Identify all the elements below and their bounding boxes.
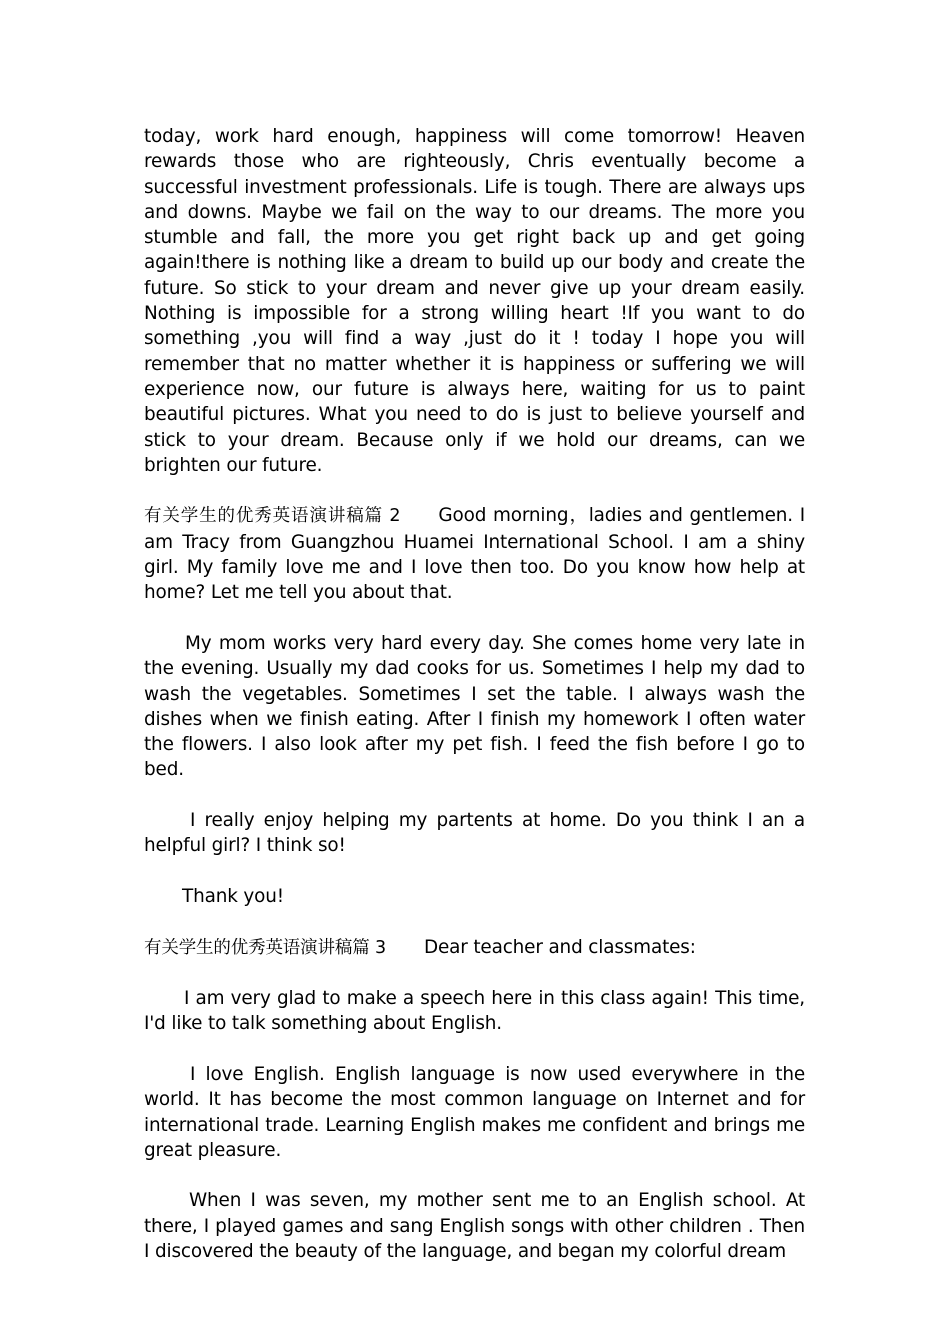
paragraph-9: When I was seven, my mother sent me to an English school. At there, I played games and sang English songs with other children . Then I discovered the beauty of the language, and began my colorful dream	[144, 1190, 805, 1263]
paragraph-2-text: Good morning，ladies and gentlemen. I am Tracy from Guangzhou Huamei International School. I am a shiny girl. My family love me and I love then too. Do you know how help at home? Let me tell you about that.	[144, 505, 805, 604]
section-heading-2: 有关学生的优秀英语演讲稿篇 2	[144, 506, 401, 527]
paragraph-8: I love English. English language is now used everywhere in the world. It has become the most common language on Internet and for international trade. Learning English makes me confident and brings me great pleasure.	[144, 1063, 805, 1161]
document-body	[144, 124, 805, 1290]
paragraph-4: I really enjoy helping my partents at home. Do you think I an a helpful girl? I think so!	[144, 810, 805, 857]
paragraph-5: Thank you!	[182, 885, 284, 907]
paragraph-6	[144, 935, 805, 961]
section-heading-3: 有关学生的优秀英语演讲稿篇 3	[144, 937, 386, 958]
paragraph-1: today, work hard enough, happiness will come tomorrow! Heaven rewards those who are righteously, Chris eventually become a successful investment professionals. Life is tough. There are always ups and downs. Maybe we fail on the way to our dreams. The more you stumble and fall, the more you get right back up and get going again!there is nothing like a dream to build up our body and create the future. So stick to your dream and never give up your dream easily. Nothing is impossible for a strong willing heart !If you want to do something ,you will find a way ,just do it ! today I hope you will remember that no matter whether it is happiness or suffering we will experience now, our future is always here, waiting for us to paint beautiful pictures. What you need to do is just to believe yourself and stick to your dream. Because only if we hold our dreams, can we brighten our future.	[144, 126, 805, 476]
paragraph-7: I am very glad to make a speech here in this class again! This time, I'd like to talk something about English.	[144, 988, 805, 1035]
paragraph-6-text: Dear teacher and classmates:	[423, 936, 696, 958]
paragraph-2	[144, 503, 805, 605]
paragraph-3: My mom works very hard every day. She comes home very late in the evening. Usually my dad cooks for us. Sometimes I help my dad to wash the vegetables. Sometimes I set the table. I always wash the dishes when we finish eating. After I finish my homework I often water the flowers. I also look after my pet fish. I feed the fish before I go to bed.	[144, 632, 805, 781]
